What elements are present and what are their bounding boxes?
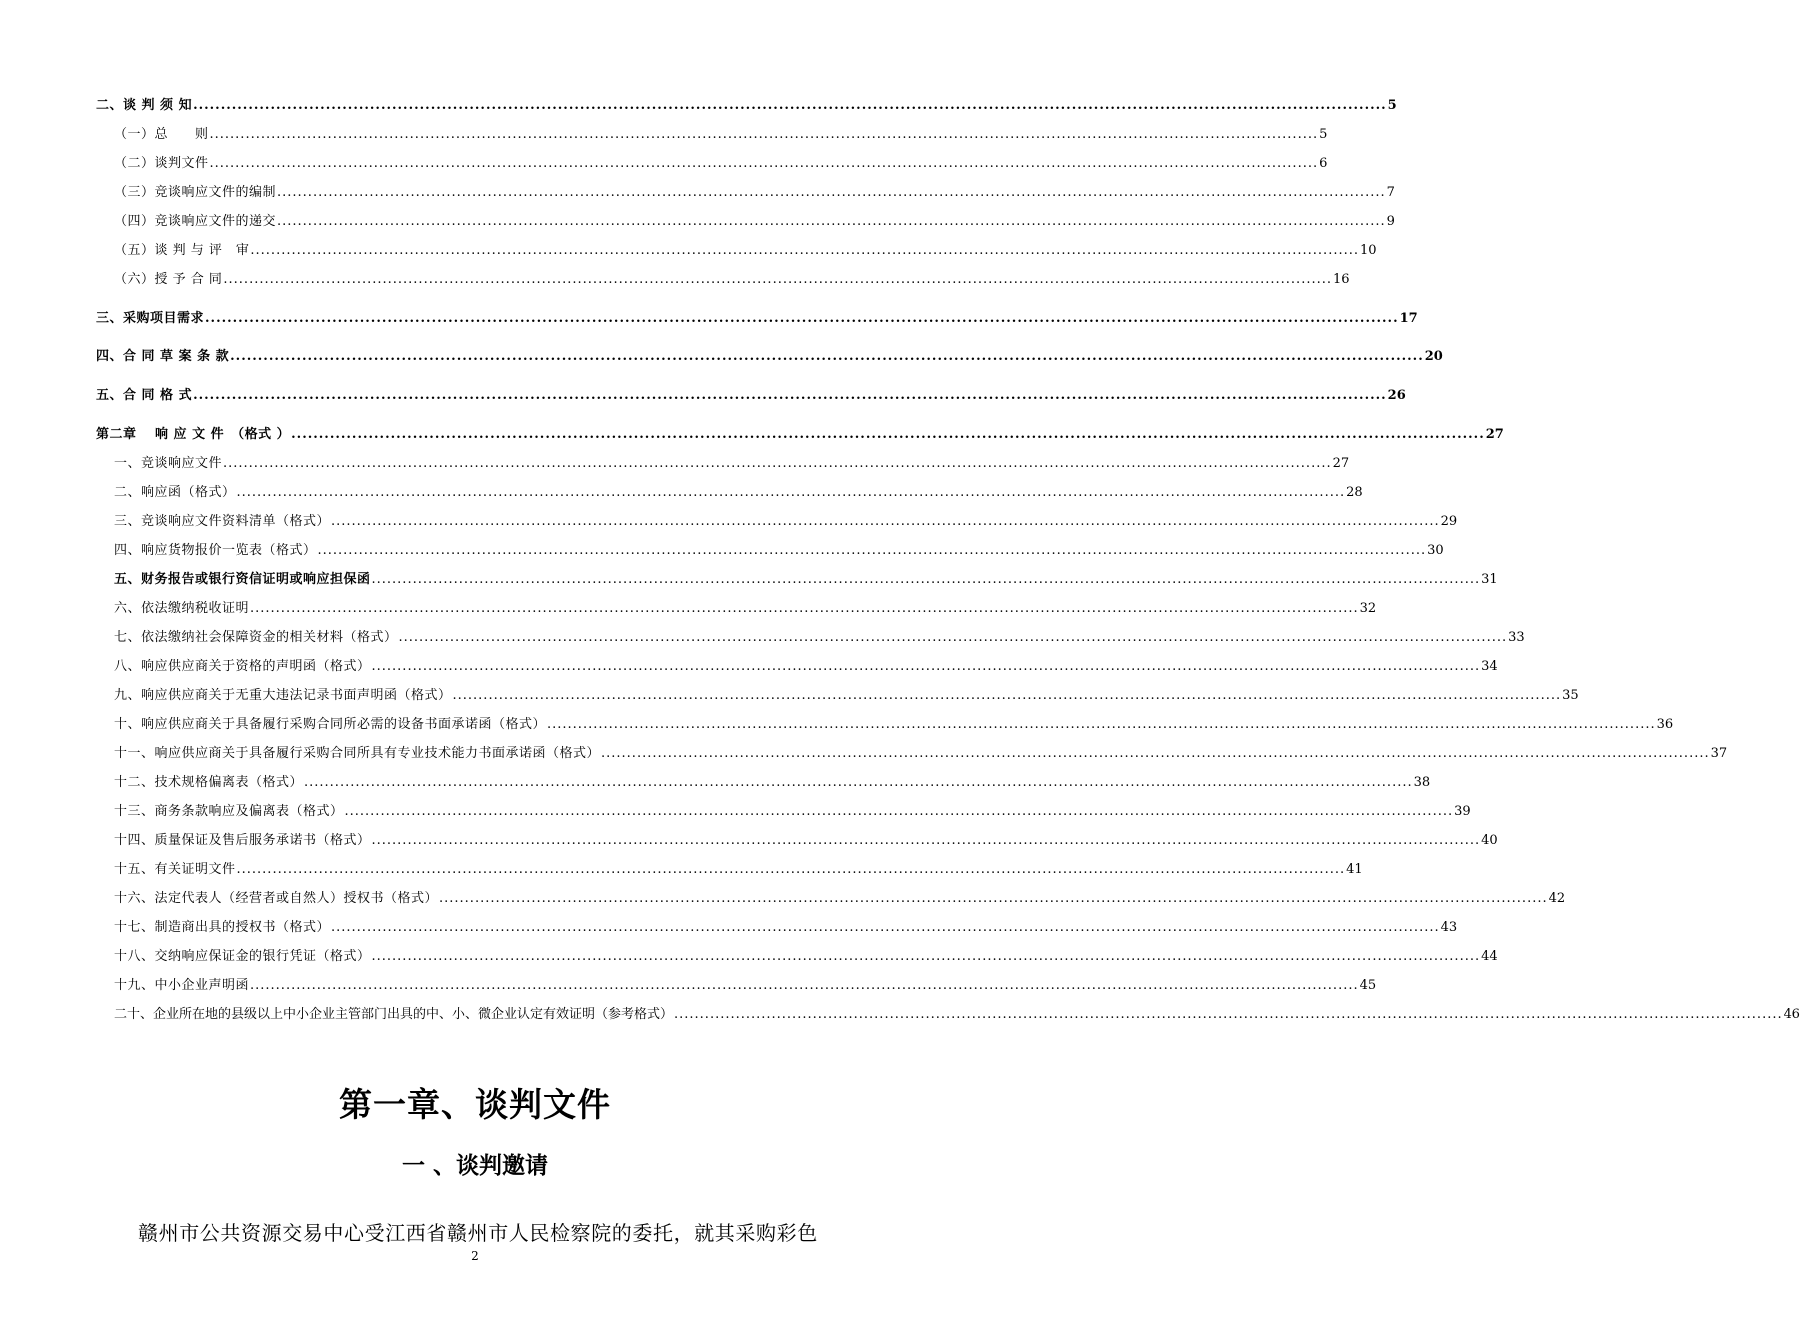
chapter-title: 第一章、谈判文件 [339, 1085, 611, 1124]
toc-entry-title: （六）授 予 合 同 [114, 272, 223, 287]
toc-entry-page: 17 [1399, 311, 1418, 326]
toc-entry-page: 31 [1481, 572, 1498, 587]
toc-entry[interactable] [114, 572, 1498, 588]
toc-entry-title: （三）竞谈响应文件的编制 [114, 185, 277, 200]
toc-entry-title: 二、谈 判 须 知 [96, 98, 193, 113]
section-title: 一 、谈判邀请 [401, 1153, 548, 1179]
toc-entry-title: 六、依法缴纳税收证明 [114, 601, 250, 616]
toc-entry[interactable] [96, 388, 1406, 404]
toc-entry-page: 42 [1548, 891, 1566, 906]
toc-entry-page: 7 [1386, 185, 1395, 200]
toc-entry-title: 三、竞谈响应文件资料清单（格式） [114, 514, 331, 529]
toc-entry[interactable] [114, 514, 1458, 530]
toc-entry-page: 33 [1508, 630, 1525, 645]
toc-entry-title: （五）谈 判 与 评 审 [114, 243, 250, 258]
toc-entry[interactable] [114, 833, 1498, 849]
toc-entry[interactable] [114, 456, 1350, 472]
toc-entry-title: 十四、质量保证及售后服务承诺书（格式） [114, 833, 371, 848]
toc-entry-page: 5 [1319, 127, 1328, 142]
toc-entry-page: 26 [1387, 388, 1406, 403]
toc-entry-page: 27 [1332, 456, 1350, 471]
toc-leader-dots: ........................................................................................................................................................................................................................ [371, 833, 1481, 848]
toc-entry[interactable] [114, 485, 1363, 501]
toc-leader-dots: ........................................................................................................................................................................................................................ [304, 775, 1413, 790]
toc-leader-dots: ........................................................................................................................................................................................................................ [250, 601, 1359, 616]
toc-leader-dots: ........................................................................................................................................................................................................................ [601, 746, 1710, 761]
toc-leader-dots: ........................................................................................................................................................................................................................ [344, 804, 1454, 819]
toc-entry-page: 45 [1359, 978, 1377, 993]
toc-leader-dots: ........................................................................................................................................................................................................................ [331, 920, 1440, 935]
toc-entry-page: 35 [1562, 688, 1579, 703]
toc-entry-title: 五、财务报告或银行资信证明或响应担保函 [114, 572, 371, 587]
toc-entry-title: 五、合 同 格 式 [96, 388, 193, 403]
toc-leader-dots: ........................................................................................................................................................................................................................ [277, 185, 1386, 200]
toc-leader-dots: ........................................................................................................................................................................................................................ [331, 514, 1440, 529]
toc-entry-page: 37 [1710, 746, 1728, 761]
toc-entry-title: 十八、交纳响应保证金的银行凭证（格式） [114, 949, 371, 964]
toc-entry-title: 二、响应函（格式） [114, 485, 236, 500]
toc-entry[interactable] [96, 311, 1418, 327]
toc-entry[interactable] [114, 1007, 1800, 1023]
toc-entry-title: （四）竞谈响应文件的递交 [114, 214, 277, 229]
toc-entry-page: 36 [1656, 717, 1674, 732]
toc-leader-dots: ........................................................................................................................................................................................................................ [236, 485, 1346, 500]
toc-entry[interactable] [114, 156, 1328, 172]
toc-entry[interactable] [96, 427, 1504, 443]
toc-entry-page: 44 [1481, 949, 1498, 964]
toc-entry[interactable] [114, 717, 1674, 733]
toc-leader-dots: ........................................................................................................................................................................................................................ [209, 156, 1319, 171]
toc-leader-dots: ........................................................................................................................................................................................................................ [452, 688, 1562, 703]
toc-leader-dots: ........................................................................................................................................................................................................................ [205, 311, 1399, 326]
toc-entry-title: 八、响应供应商关于资格的声明函（格式） [114, 659, 371, 674]
toc-entry[interactable] [114, 688, 1579, 704]
toc-leader-dots: ........................................................................................................................................................................................................................ [398, 630, 1508, 645]
toc-entry-page: 6 [1319, 156, 1328, 171]
toc-leader-dots: ........................................................................................................................................................................................................................ [223, 456, 1332, 471]
toc-entry-page: 27 [1485, 427, 1504, 442]
toc-entry-title: 四、响应货物报价一览表（格式） [114, 543, 317, 558]
toc-entry-title: （二）谈判文件 [114, 156, 209, 171]
toc-leader-dots: ........................................................................................................................................................................................................................ [439, 891, 1548, 906]
toc-entry[interactable] [114, 862, 1363, 878]
toc-entry[interactable] [114, 978, 1377, 994]
toc-entry-title: 十三、商务条款响应及偏离表（格式） [114, 804, 344, 819]
toc-entry[interactable] [114, 920, 1458, 936]
toc-leader-dots: ........................................................................................................................................................................................................................ [193, 98, 1387, 113]
toc-entry-page: 41 [1346, 862, 1363, 877]
toc-entry-title: 第二章 响 应 文 件 （格式 ） [96, 427, 291, 442]
toc-entry[interactable] [114, 630, 1525, 646]
toc-entry[interactable] [114, 543, 1444, 559]
toc-leader-dots: ........................................................................................................................................................................................................................ [674, 1007, 1783, 1022]
toc-entry-title: 十七、制造商出具的授权书（格式） [114, 920, 331, 935]
toc-leader-dots: ........................................................................................................................................................................................................................ [250, 978, 1359, 993]
toc-entry[interactable] [114, 601, 1377, 617]
toc-entry-page: 39 [1454, 804, 1471, 819]
toc-entry-page: 10 [1360, 243, 1377, 258]
toc-entry[interactable] [114, 127, 1328, 143]
toc-leader-dots: ........................................................................................................................................................................................................................ [250, 243, 1359, 258]
toc-entry-page: 46 [1783, 1007, 1800, 1022]
toc-entry[interactable] [114, 746, 1728, 762]
toc-leader-dots: ........................................................................................................................................................................................................................ [223, 272, 1332, 287]
toc-entry-title: 九、响应供应商关于无重大违法记录书面声明函（格式） [114, 688, 452, 703]
toc-entry[interactable] [114, 272, 1350, 288]
toc-entry-page: 20 [1424, 349, 1443, 364]
toc-leader-dots: ........................................................................................................................................................................................................................ [291, 427, 1485, 442]
body-paragraph: 赣州市公共资源交易中心受江西省赣州市人民检察院的委托，就其采购彩色 [138, 1221, 818, 1245]
toc-entry-title: 十九、中小企业声明函 [114, 978, 250, 993]
toc-entry-title: 十五、有关证明文件 [114, 862, 236, 877]
toc-entry[interactable] [114, 243, 1377, 259]
toc-entry[interactable] [114, 949, 1498, 965]
toc-leader-dots: ........................................................................................................................................................................................................................ [277, 214, 1386, 229]
toc-entry[interactable] [114, 775, 1431, 791]
toc-entry[interactable] [114, 804, 1471, 820]
toc-entry[interactable] [114, 214, 1395, 230]
toc-entry-page: 38 [1413, 775, 1431, 790]
toc-entry-page: 34 [1481, 659, 1498, 674]
page-number: 2 [471, 1249, 479, 1263]
toc-leader-dots: ........................................................................................................................................................................................................................ [236, 862, 1346, 877]
toc-entry-title: 七、依法缴纳社会保障资金的相关材料（格式） [114, 630, 398, 645]
toc-leader-dots: ........................................................................................................................................................................................................................ [547, 717, 1656, 732]
toc-entry-page: 32 [1359, 601, 1377, 616]
toc-entry-title: 十六、法定代表人（经营者或自然人）授权书（格式） [114, 891, 439, 906]
toc-entry-page: 28 [1346, 485, 1363, 500]
toc-entry[interactable] [114, 185, 1395, 201]
toc-entry-page: 40 [1481, 833, 1498, 848]
toc-entry-page: 43 [1440, 920, 1458, 935]
toc-entry-title: （一）总 则 [114, 127, 209, 142]
toc-leader-dots: ........................................................................................................................................................................................................................ [371, 659, 1481, 674]
toc-entry-page: 30 [1427, 543, 1444, 558]
toc-entry-title: 一、竞谈响应文件 [114, 456, 223, 471]
toc-entry[interactable] [114, 659, 1498, 675]
toc-entry[interactable] [114, 891, 1566, 907]
toc-leader-dots: ........................................................................................................................................................................................................................ [193, 388, 1387, 403]
toc-leader-dots: ........................................................................................................................................................................................................................ [371, 949, 1481, 964]
toc-entry[interactable] [96, 98, 1397, 114]
toc-leader-dots: ........................................................................................................................................................................................................................ [317, 543, 1427, 558]
toc-entry-title: 三、采购项目需求 [96, 311, 205, 326]
toc-entry-title: 十二、技术规格偏离表（格式） [114, 775, 304, 790]
toc-entry[interactable] [96, 349, 1443, 365]
toc-entry-title: 二十、企业所在地的县级以上中小企业主管部门出具的中、小、微企业认定有效证明（参考格式） [114, 1007, 674, 1022]
toc-entry-page: 29 [1440, 514, 1458, 529]
toc-entry-title: 十、响应供应商关于具备履行采购合同所必需的设备书面承诺函（格式） [114, 717, 547, 732]
toc-entry-page: 9 [1386, 214, 1395, 229]
toc-entry-title: 十一、响应供应商关于具备履行采购合同所具有专业技术能力书面承诺函（格式） [114, 746, 601, 761]
toc-entry-page: 5 [1387, 98, 1397, 113]
toc-leader-dots: ........................................................................................................................................................................................................................ [209, 127, 1319, 142]
toc-leader-dots: ........................................................................................................................................................................................................................ [230, 349, 1424, 364]
toc-leader-dots: ........................................................................................................................................................................................................................ [371, 572, 1481, 587]
toc-entry-page: 16 [1333, 272, 1350, 287]
toc-entry-title: 四、合 同 草 案 条 款 [96, 349, 230, 364]
